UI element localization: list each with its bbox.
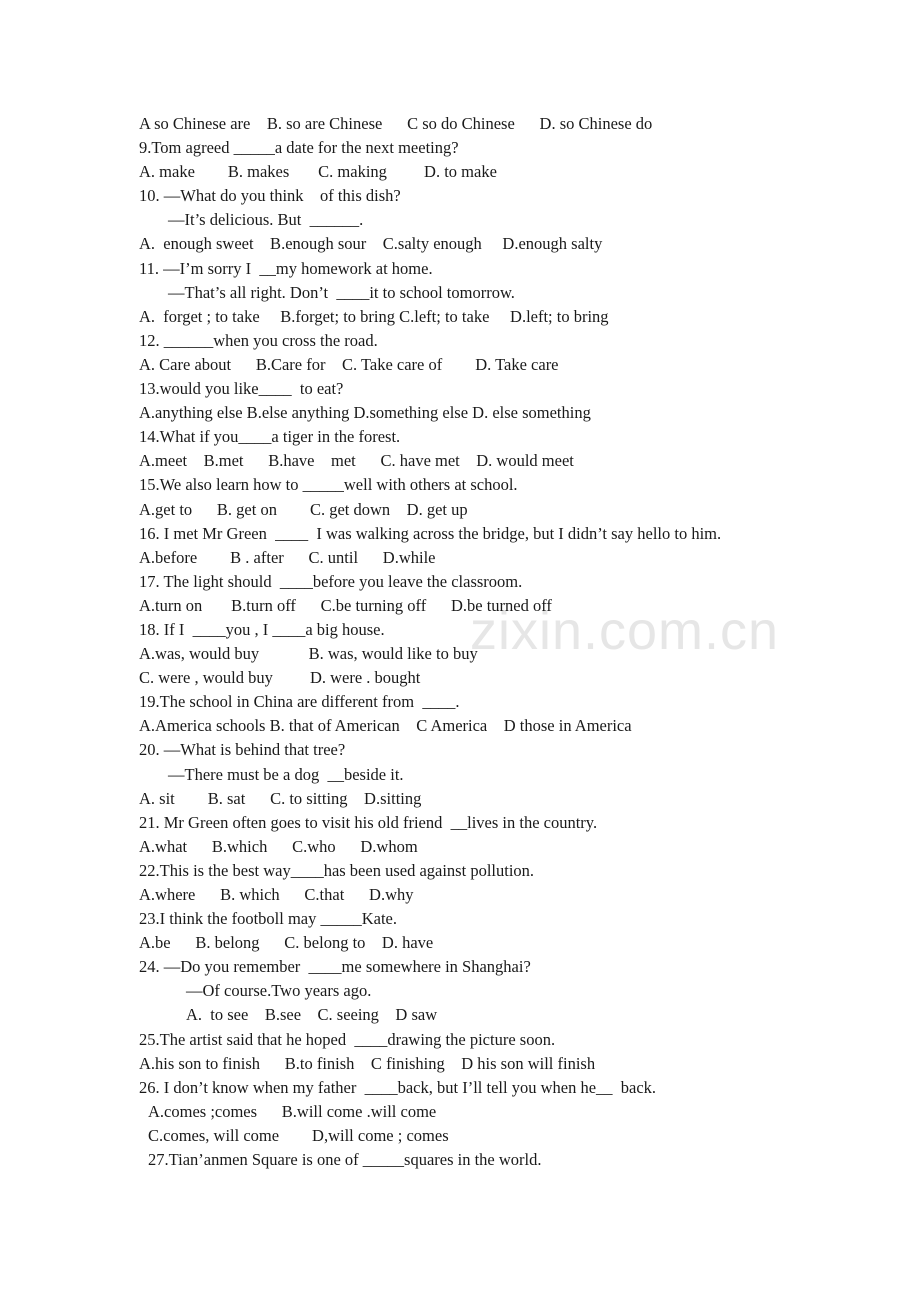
- text-line: A.meet B.met B.have met C. have met D. would meet: [139, 451, 574, 471]
- text-line: A.his son to finish B.to finish C finishing D his son will finish: [139, 1053, 596, 1073]
- text-line: 13.would you like____ to eat?: [139, 379, 344, 399]
- text-line: A.was, would buy B. was, would like to buy: [139, 644, 478, 664]
- text-line: 12. ______when you cross the road.: [139, 330, 378, 350]
- text-line: 16. I met Mr Green ____ I was walking across the bridge, but I didn’t say hello to him.: [139, 523, 722, 543]
- text-line: A.comes ;comes B.will come .will come: [148, 1101, 437, 1121]
- text-line: 15.We also learn how to _____well with others at school.: [139, 475, 518, 495]
- text-line: C.comes, will come D,will come ; comes: [148, 1125, 449, 1145]
- text-line: A. forget ; to take B.forget; to bring C.left; to take D.left; to bring: [139, 306, 609, 326]
- text-line: 26. I don’t know when my father ____back, but I’ll tell you when he__ back.: [139, 1077, 657, 1097]
- text-line: A.before B . after C. until D.while: [139, 547, 436, 567]
- text-line: 17. The light should ____before you leave the classroom.: [139, 571, 523, 591]
- text-line: A.turn on B.turn off C.be turning off D.be turned off: [139, 595, 552, 615]
- text-line: —That’s all right. Don’t ____it to school tomorrow.: [168, 282, 515, 302]
- text-line: A.where B. which C.that D.why: [139, 885, 414, 904]
- text-line: 14.What if you____a tiger in the forest.: [139, 427, 401, 447]
- text-line: 19.The school in China are different from ____.: [139, 692, 460, 712]
- text-line: A.be B. belong C. belong to D. have: [139, 933, 434, 953]
- text-line: A so Chinese are B. so are Chinese C so do Chinese D. so Chinese do: [139, 114, 653, 133]
- text-line: 27.Tian’anmen Square is one of _____squares in the world.: [148, 1150, 542, 1170]
- text-line: A. Care about B.Care for C. Take care of D. Take care: [139, 354, 559, 374]
- text-line: A.America schools B. that of American C America D those in America: [139, 716, 632, 736]
- watermark: zixin.com.cn: [470, 601, 780, 661]
- text-line: A. make B. makes C. making D. to make: [139, 162, 497, 182]
- text-line: 18. If I ____you , I ____a big house.: [139, 619, 385, 639]
- text-line: C. were , would buy D. were . bought: [139, 668, 421, 688]
- text-line: —It’s delicious. But ______.: [168, 210, 364, 230]
- text-line: 21. Mr Green often goes to visit his old friend __lives in the country.: [139, 812, 598, 832]
- text-line: 23.I think the footboll may _____Kate.: [139, 909, 397, 929]
- text-line: —There must be a dog __beside it.: [168, 764, 404, 784]
- text-line: 10. —What do you think of this dish?: [139, 186, 401, 206]
- text-line: A.get to B. get on C. get down D. get up: [139, 499, 468, 519]
- text-line: 9.Tom agreed _____a date for the next meeting?: [139, 138, 459, 158]
- text-line: —Of course.Two years ago.: [186, 981, 372, 1001]
- text-line: A. to see B.see C. seeing D saw: [186, 1005, 438, 1025]
- text-line: 22.This is the best way____has been used against pollution.: [139, 860, 535, 880]
- text-line: A. enough sweet B.enough sour C.salty enough D.enough salty: [139, 234, 603, 254]
- text-line: 24. —Do you remember ____me somewhere in Shanghai?: [139, 957, 531, 977]
- text-line: 11. —I’m sorry I __my homework at home.: [139, 258, 433, 278]
- question-list: [139, 112, 859, 1172]
- text-line: 25.The artist said that he hoped ____drawing the picture soon.: [139, 1029, 556, 1049]
- text-line: A. sit B. sat C. to sitting D.sitting: [139, 788, 422, 808]
- text-line: A.what B.which C.who D.whom: [139, 836, 418, 856]
- text-line: A.anything else B.else anything D.something else D. else something: [139, 403, 591, 423]
- text-line: 20. —What is behind that tree?: [139, 740, 346, 760]
